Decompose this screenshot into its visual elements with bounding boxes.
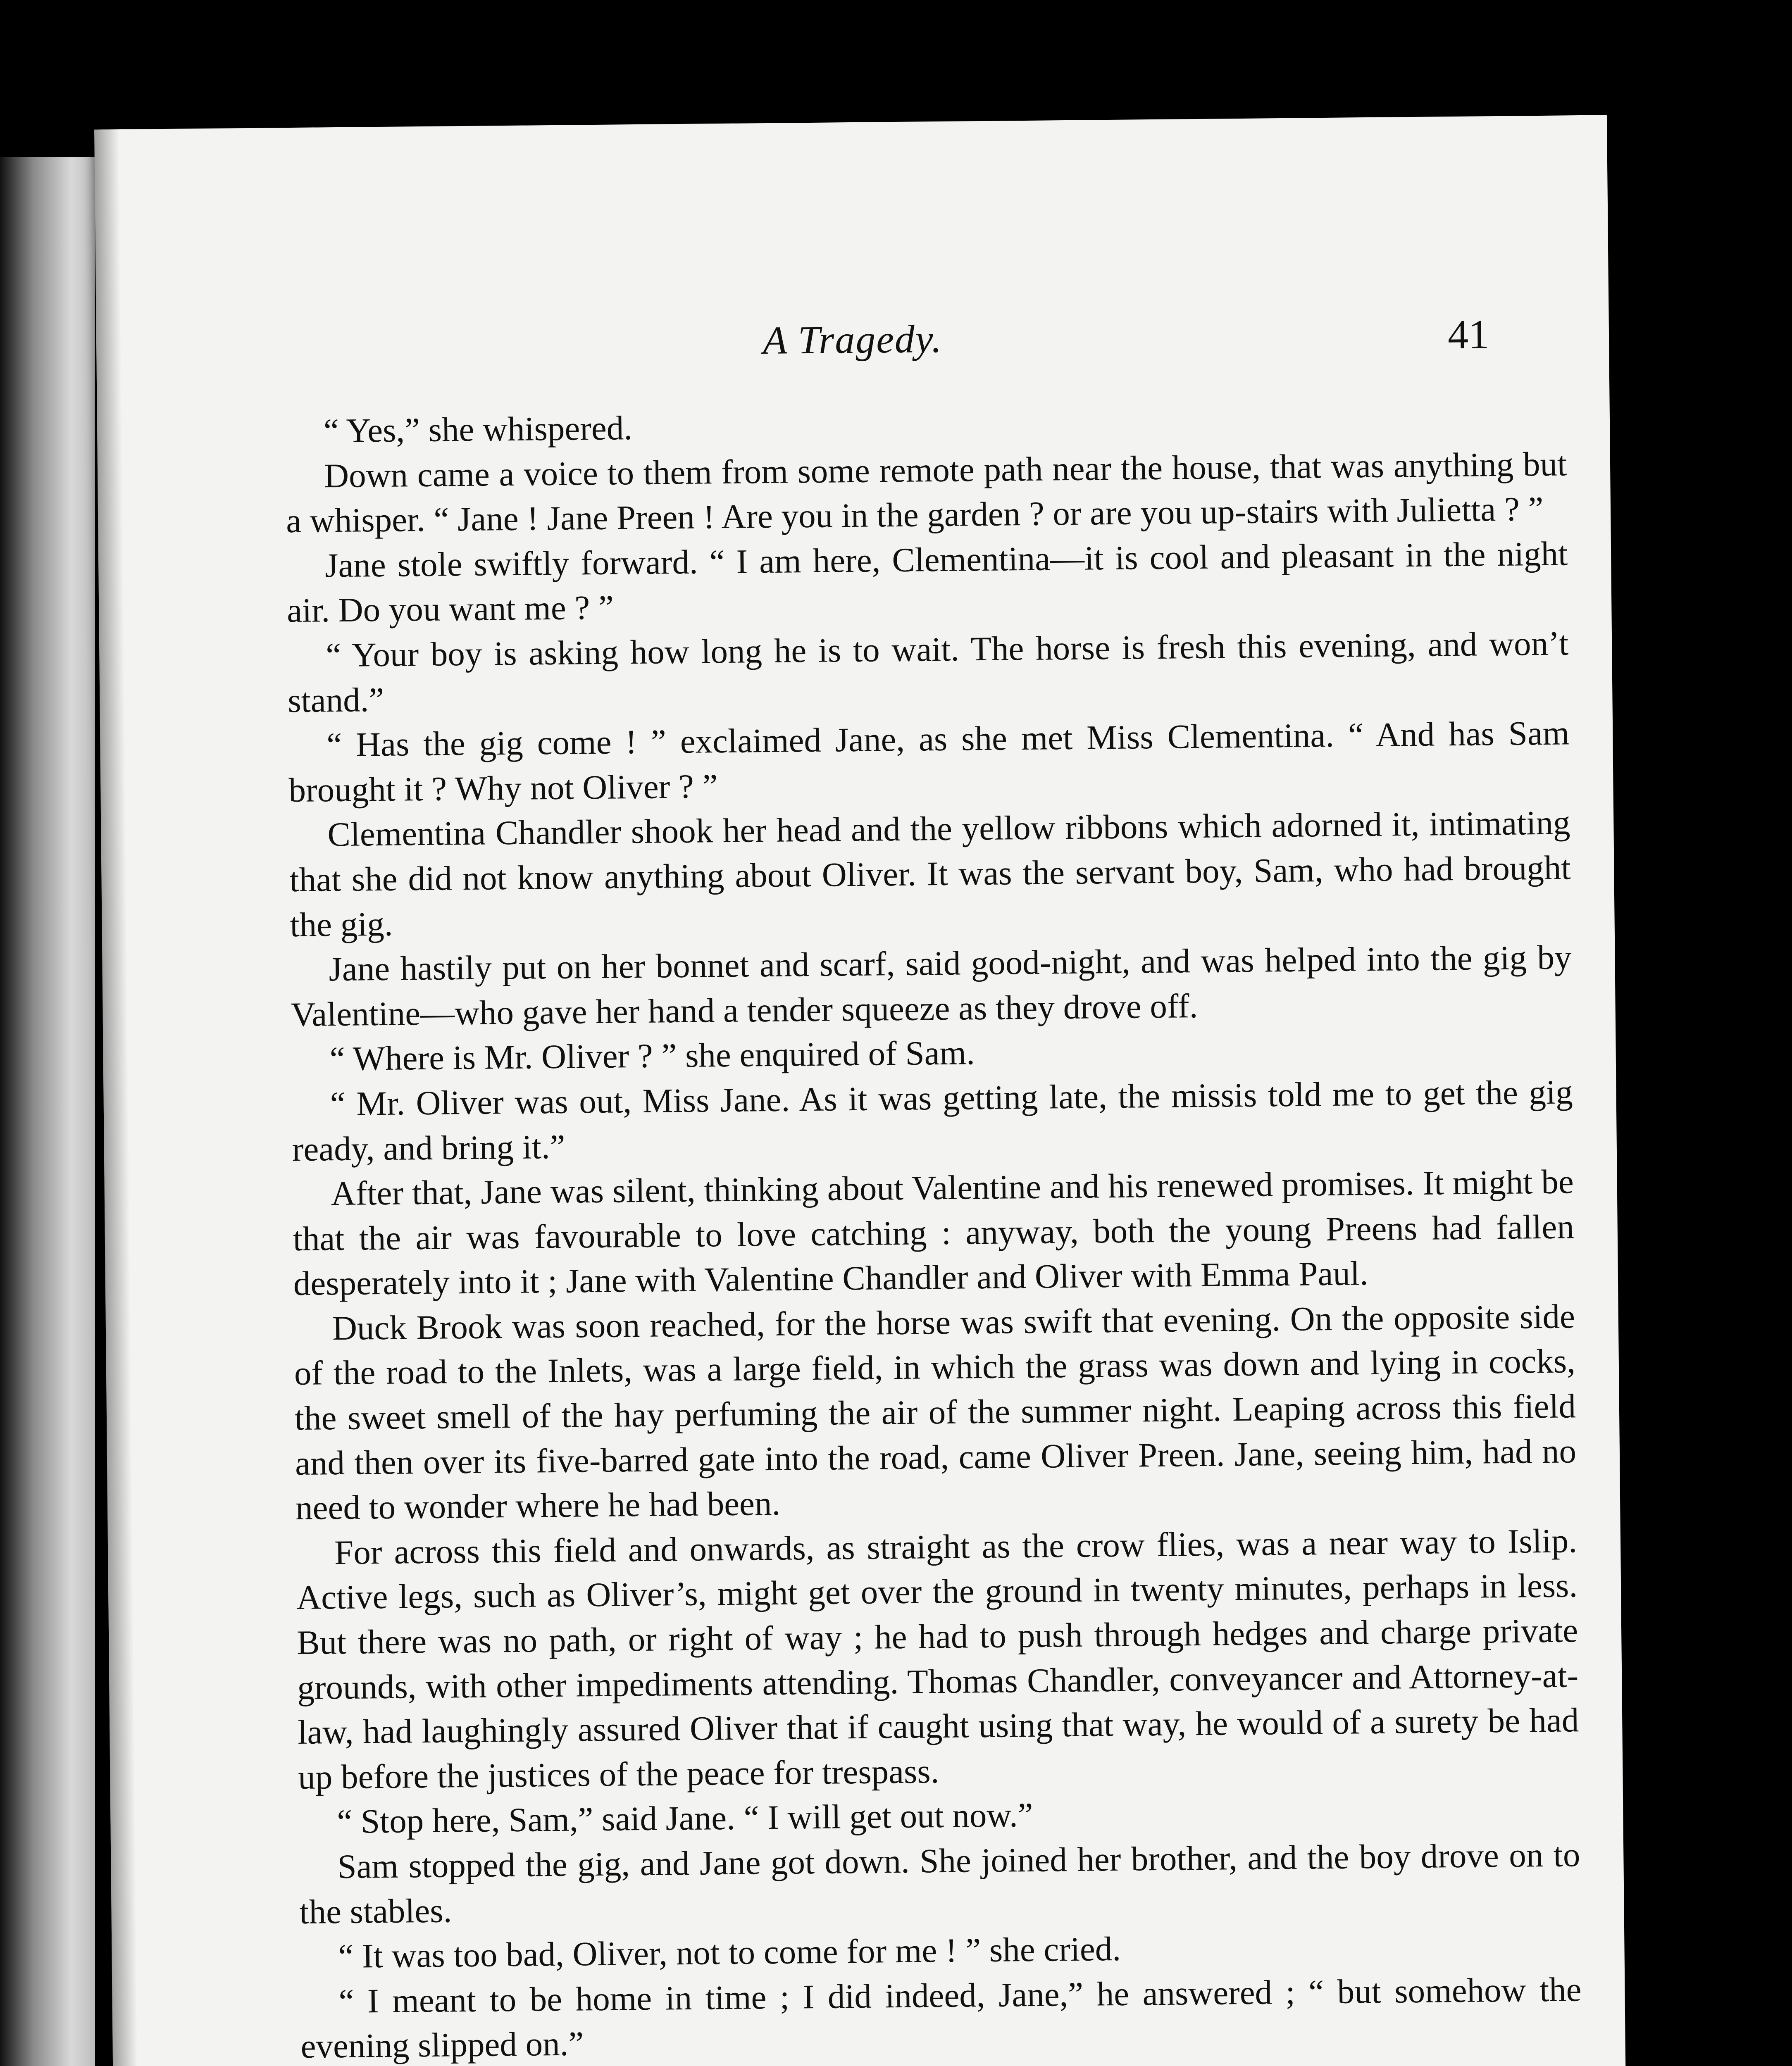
paragraph: “ Yes,” she whispered. (323, 409, 633, 450)
paragraph: “ Stop here, Sam,” said Jane. “ I will get out now.” (336, 1796, 1033, 1841)
paragraph: “ Mr. Oliver was out, Miss Jane. As it was getting late, the missis told me to get the gig ready, and bring it.” (292, 1073, 1573, 1168)
facing-page-edge (0, 157, 95, 2066)
paragraph: Clementina Chandler shook her head and the yellow ribbons which adorned it, intimating that she did not know anything about Oliver. It was the servant boy, Sam, who had brought the gig. (289, 803, 1571, 944)
paragraph: For across this field and onwards, as straight as the crow flies, was a near way to Islip. Active legs, such as Oliver’s, might get over the ground in twenty minutes, perhaps in less. But there was no path, or right of way ; he had to push through hedges and charge private grounds, with other impediments attending. Thomas Chandler, conveyancer and Attorney-at-law, had laughingly assured Oliver that if caught using that way, he would of a surety be had up before the justices of the peace for trespass. (296, 1521, 1579, 1796)
paragraph: Duck Brook was soon reached, for the horse was swift that evening. On the opposite side of the road to the Inlets, was a large field, in which the grass was down and lying in cocks, the sweet smell of the hay perfuming the air of the summer night. Leaping across this field and then over its five-barred gate into the road, came Oliver Preen. Jane, seeing him, had no need to wonder where he had been. (294, 1297, 1577, 1527)
page-number: 41 (1447, 311, 1489, 358)
paragraph: Jane hastily put on her bonnet and scarf, said good-night, and was helped into the gig by Valentine—who gave her hand a tender squeeze as they drove off. (291, 938, 1572, 1033)
body-text (285, 396, 1583, 2066)
paragraph: “ Your boy is asking how long he is to wait. The horse is fresh this evening, and won’t stand.” (287, 624, 1569, 719)
paragraph: Down came a voice to them from some remote path near the house, that was anything but a whisper. “ Jane ! Jane Preen ! Are you in the garden ? or are you up-stairs with Julietta ? ” (286, 444, 1567, 540)
paragraph: “ Where is Mr. Oliver ? ” she enquired of Sam. (329, 1033, 975, 1078)
paragraph: “ Has the gig come ! ” exclaimed Jane, as she met Miss Clementina. “ And has Sam brought it ? Why not Oliver ? ” (288, 714, 1570, 809)
paragraph: Sam stopped the gig, and Jane got down. She joined her brother, and the boy drove on to the stables. (299, 1835, 1580, 1931)
book-page (94, 115, 1631, 2066)
paragraph: “ It was too bad, Oliver, not to come for me ! ” she cried. (338, 1930, 1121, 1976)
running-title: A Tragedy. (763, 316, 943, 363)
paragraph: After that, Jane was silent, thinking about Valentine and his renewed promises. It might be that the air was favourable to love catching : anyway, both the young Preens had fallen desperately into it ; Jane with Valentine Chandler and Oliver with Emma Paul. (293, 1162, 1575, 1303)
page-header (96, 309, 1609, 386)
paragraph: “ I meant to be home in time ; I did indeed, Jane,” he answered ; “ but somehow the evening slipped on.” (300, 1970, 1582, 2066)
paragraph: Jane stole swiftly forward. “ I am here, Clementina—it is cool and pleasant in the night air. Do you want me ? ” (286, 534, 1568, 630)
